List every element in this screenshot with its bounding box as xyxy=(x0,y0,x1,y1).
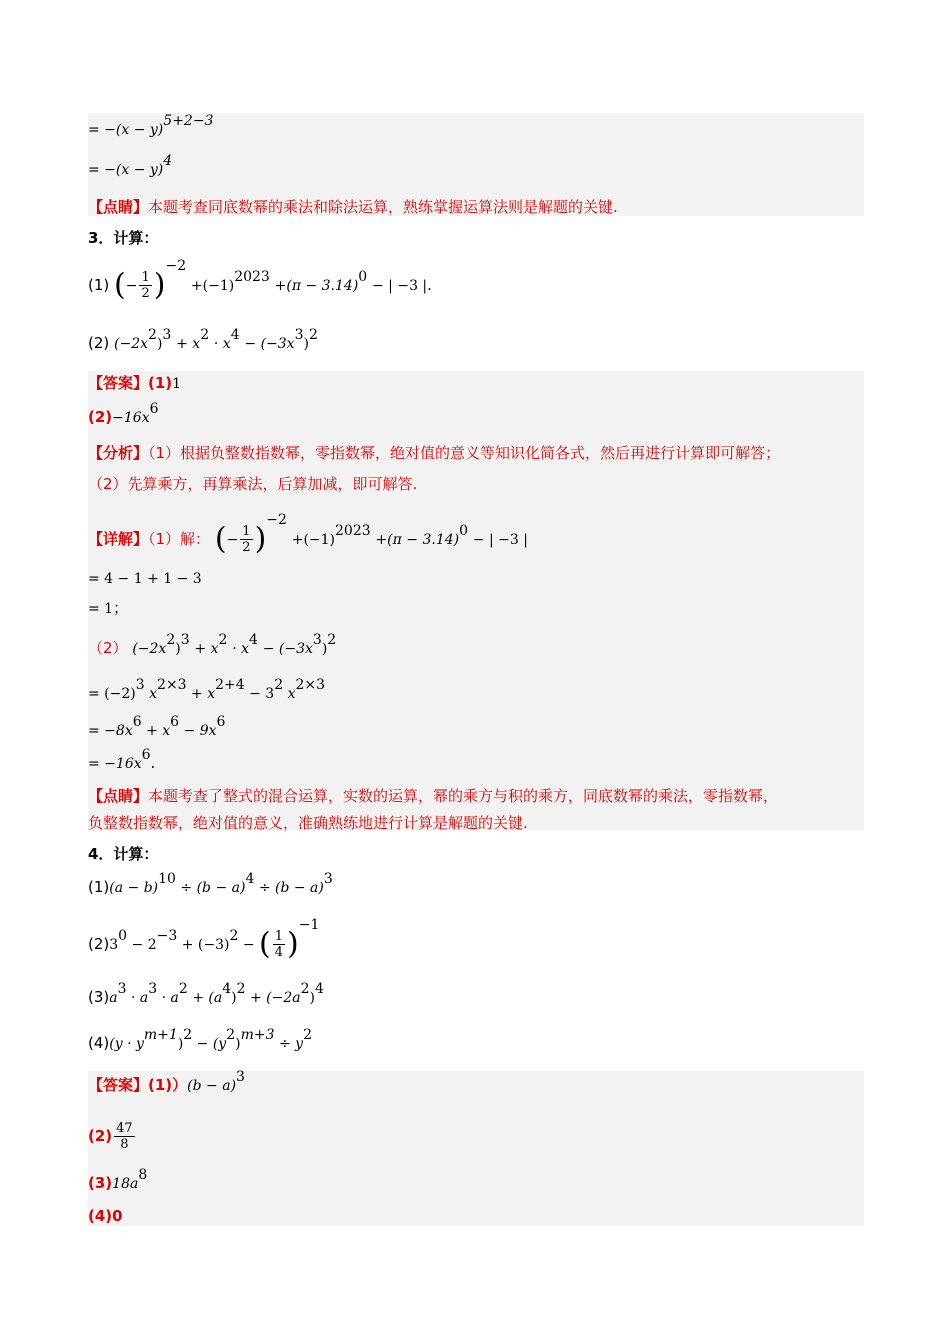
fraction-one-quarter: $\frac{1}{4}$ xyxy=(274,929,284,960)
q4-answer-1: 【答案】$(1))(b - a)^3$ xyxy=(88,1069,245,1094)
q3-tip-1: 【点睛】本题考查了整式的混合运算，实数的运算，幂的乘方与积的乘方，同底数幂的乘法，零指数幂， xyxy=(88,787,779,805)
q4-part-2: $(2)3^0 - 2^{-3} + (-3)^2$ − ( $\frac{1}{4}$ )$^{-1}$ xyxy=(88,917,320,962)
q4-title: 4．计算： xyxy=(88,845,159,863)
prev-step-1: = $-(x - y)^{5+2-3}$ xyxy=(88,113,214,138)
q3-detail-step-1: = 4 − 1 + 1 − 3 xyxy=(88,571,202,587)
q3-detail2-step-3: = $-16x^6$. xyxy=(88,747,156,772)
q3-analysis-1: 【分析】（1）根据负整数指数幂，零指数幂，绝对值的意义等知识化简各式，然后再进行计算即可解答； xyxy=(88,444,781,462)
q4-part-4: $(4)(y \cdot y^{m+1})^2 - (y^2)^{m+3} \div y^2$ xyxy=(88,1027,312,1052)
q4-answer-2: (2) $\frac{47}{8}$ xyxy=(88,1121,133,1152)
q3-detail-2: （2） $(-2x^2)^3 + x^2 \cdot x^4 - (-3x^3)^2$ xyxy=(88,632,337,657)
q3-answer-2: $(2)-16x^6$ xyxy=(88,401,159,426)
q4-answer-3: $(3)18a^8$ xyxy=(88,1167,148,1192)
q3-detail2-step-1: = $(-2)^3$ $x^{2\times 3} + x^{2+4} - 3^2$ $x^{2\times 3}$ xyxy=(88,677,326,702)
q3-tip-2: 负整数指数幂，绝对值的意义，准确熟练地进行计算是解题的关键. xyxy=(88,814,528,832)
q3-part-2: (2) $(-2x^2)^3 + x^2 \cdot x^4 - (-3x^3)^2$ xyxy=(88,327,318,352)
q4-part-3: $(3)a^3 \cdot a^3 \cdot a^2 + (a^4)^2 + (-2a^2)^4$ xyxy=(88,981,324,1006)
q3-part-1: (1) (− $\frac{1}{2}$ )$^{-2} +(-1)^{2023} +(\pi - 3.14)^0$ − | −3 |. xyxy=(88,258,432,303)
prev-step-2: = $-(x - y)^4$ xyxy=(88,153,173,178)
prev-tip: 【点睛】本题考查同底数幂的乘法和除法运算，熟练掌握运算法则是解题的关键. xyxy=(88,198,618,216)
q3-analysis-2: （2）先算乘方，再算乘法，后算加减，即可解答. xyxy=(88,475,418,493)
q3-title: 3．计算： xyxy=(88,229,159,247)
fraction-answer: $\frac{47}{8}$ xyxy=(116,1121,133,1152)
q4-answer-4: (4)0 xyxy=(88,1207,123,1225)
q3-detail-step-2: = 1； xyxy=(88,599,129,617)
solution-band-q3 xyxy=(88,371,864,830)
q3-detail-1: 【详解】（1）解： (− $\frac{1}{2}$ )$^{-2} +(-1)^{2023} +(\pi - 3.14)^0$ − | −3 | xyxy=(88,512,528,557)
q4-part-1: $(1)(a - b)^{10} \div (b - a)^4 \div (b - a)^3$ xyxy=(88,871,333,896)
q3-answer-1: 【答案】(1)1 xyxy=(88,374,182,392)
fraction-one-half: $\frac{1}{2}$ xyxy=(141,270,150,301)
q3-detail2-step-2: = $-8x^6 + x^6 - 9x^6$ xyxy=(88,714,226,739)
